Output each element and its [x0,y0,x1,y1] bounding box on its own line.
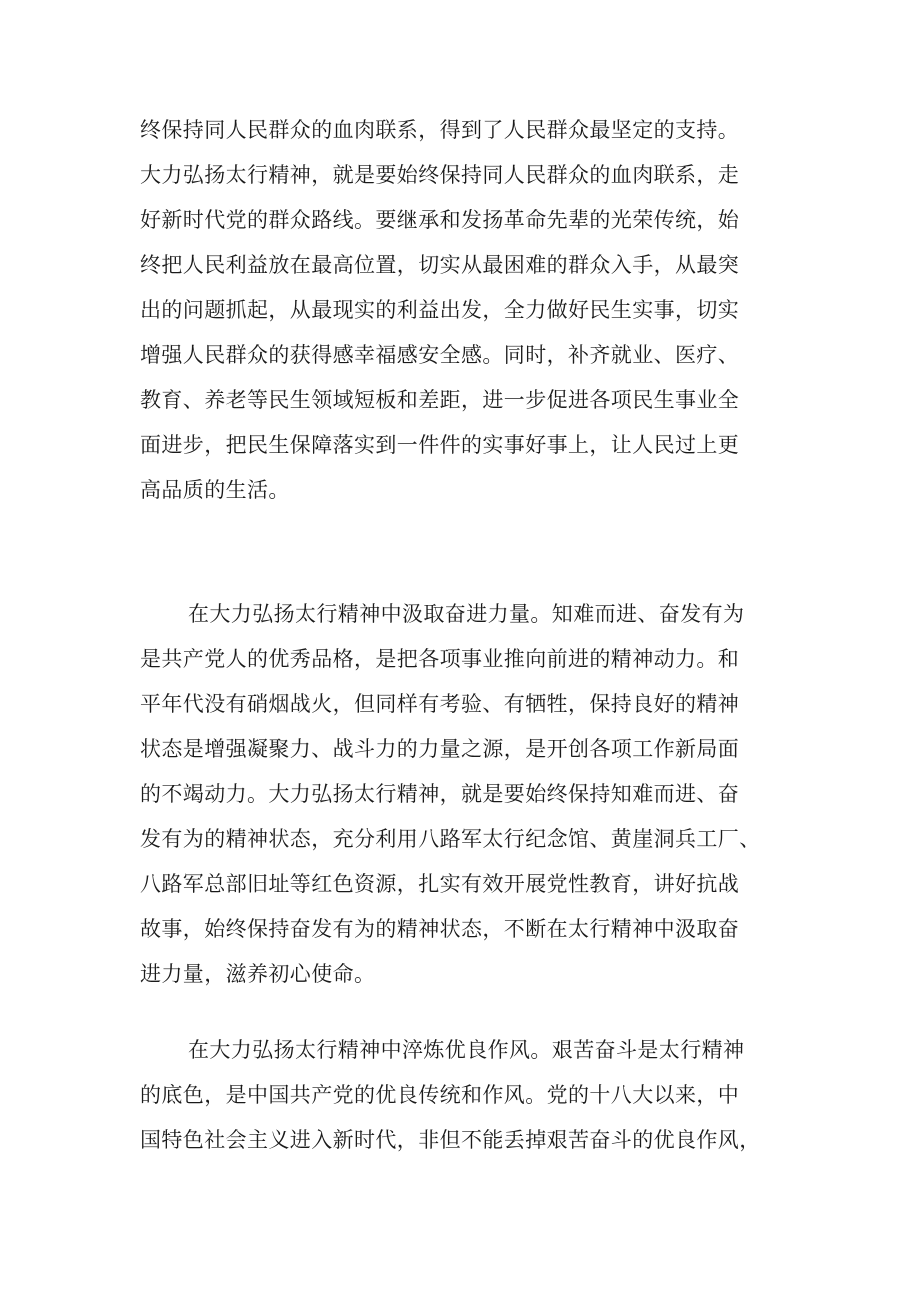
text-line: 状态是增强凝聚力、战斗力的力量之源，是开创各项工作新局面 [140,737,740,761]
text-line: 好新时代党的群众路线。要继承和发扬革命先辈的光荣传统，始 [140,208,740,232]
text-line: 增强人民群众的获得感幸福感安全感。同时，补齐就业、医疗、 [140,343,740,367]
text-line: 是共产党人的优秀品格，是把各项事业推向前进的精神动力。和 [140,647,740,671]
text-line: 故事，始终保持奋发有为的精神状态，不断在太行精神中汲取奋 [140,917,740,941]
text-line: 的不竭动力。大力弘扬太行精神，就是要始终保持知难而进、奋 [140,782,740,806]
text-line: 面进步，把民生保障落实到一件件的实事好事上，让人民过上更 [140,433,740,457]
text-line: 进力量，滋养初心使命。 [140,962,376,986]
paragraph-continuation [140,108,790,513]
text-line: 国特色社会主义进入新时代，非但不能丢掉艰苦奋斗的优良作风， [140,1128,761,1152]
text-line: 终保持同人民群众的血肉联系，得到了人民群众最坚定的支持。 [140,118,740,142]
text-line-first: 在大力弘扬太行精神中汲取奋进力量。知难而进、奋发有为 [188,602,745,626]
text-line: 教育、养老等民生领域短板和差距，进一步促进各项民生事业全 [140,388,740,412]
paragraph-fine-style [140,1028,790,1163]
text-line: 出的问题抓起，从最现实的利益出发，全力做好民生实事，切实 [140,298,740,322]
text-line: 八路军总部旧址等红色资源，扎实有效开展党性教育，讲好抗战 [140,872,740,896]
paragraph-struggle-strength [140,592,790,997]
text-line-first: 在大力弘扬太行精神中淬炼优良作风。艰苦奋斗是太行精神 [188,1038,745,1062]
text-line: 的底色，是中国共产党的优良传统和作风。党的十八大以来，中 [140,1083,740,1107]
text-line: 终把人民利益放在最高位置，切实从最困难的群众入手，从最突 [140,253,740,277]
text-line: 发有为的精神状态，充分利用八路军太行纪念馆、黄崖洞兵工厂、 [140,827,761,851]
text-line: 大力弘扬太行精神，就是要始终保持同人民群众的血肉联系，走 [140,163,740,187]
text-line: 高品质的生活。 [140,478,290,502]
text-line: 平年代没有硝烟战火，但同样有考验、有牺牲，保持良好的精神 [140,692,740,716]
